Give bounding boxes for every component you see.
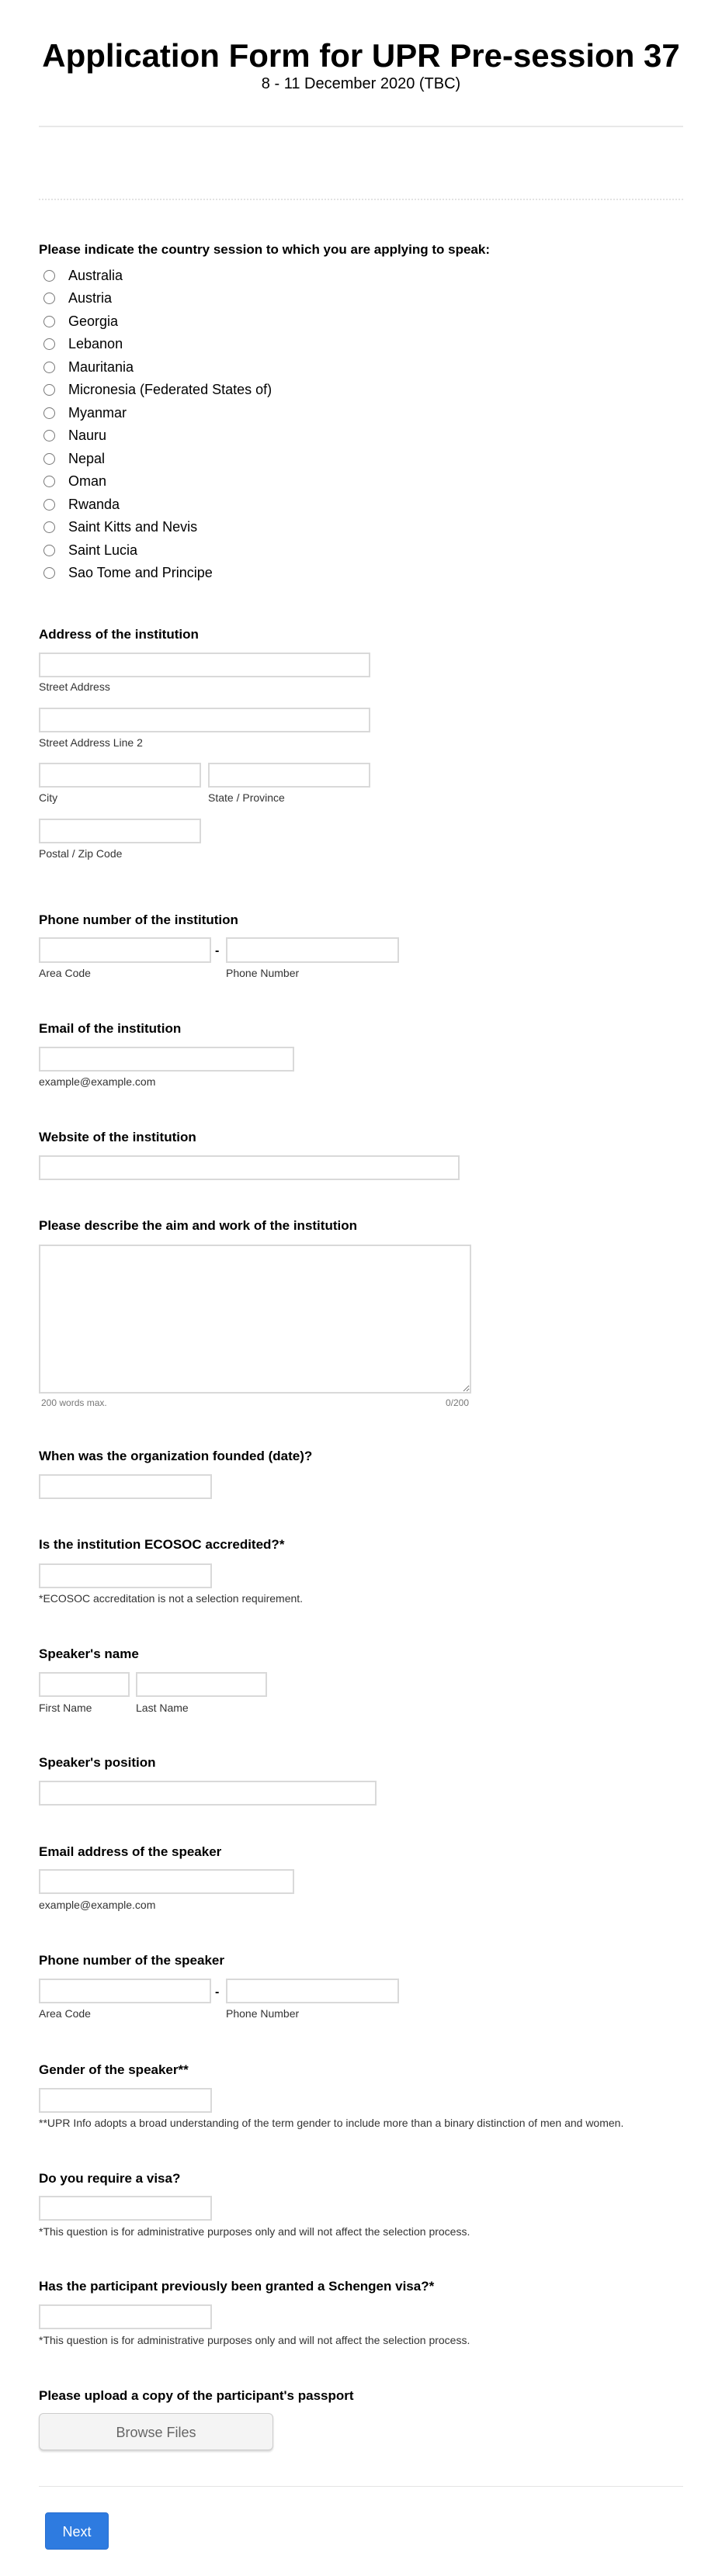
radio-label: Myanmar bbox=[68, 405, 127, 421]
browse-files-button[interactable]: Browse Files bbox=[39, 2413, 273, 2450]
city-label: City bbox=[39, 791, 58, 804]
radio-option-micronesia[interactable] bbox=[43, 380, 272, 399]
radio-button-icon[interactable] bbox=[43, 316, 55, 327]
institution-phone-number-label: Phone Number bbox=[226, 967, 300, 979]
passport-question: Please upload a copy of the participant's passport bbox=[39, 2388, 354, 2403]
radio-label: Georgia bbox=[68, 313, 119, 329]
radio-option-austria[interactable] bbox=[43, 289, 112, 307]
institution-area-code-label: Area Code bbox=[39, 967, 91, 979]
speaker-phone-question: Phone number of the speaker bbox=[39, 1953, 224, 1968]
radio-label: Saint Kitts and Nevis bbox=[68, 519, 198, 535]
form-title: Application Form for UPR Pre-session 37 bbox=[42, 37, 680, 74]
schengen-input[interactable] bbox=[39, 2304, 212, 2329]
footer-divider bbox=[39, 2486, 683, 2487]
last-name-label: Last Name bbox=[136, 1702, 189, 1714]
radio-button-icon[interactable] bbox=[43, 338, 55, 350]
speaker-first-name-input[interactable] bbox=[39, 1672, 130, 1697]
institution-email-hint: example@example.com bbox=[39, 1075, 156, 1088]
radio-label: Oman bbox=[68, 473, 107, 489]
speaker-area-code-input[interactable] bbox=[39, 1979, 211, 2003]
radio-option-nepal[interactable] bbox=[43, 449, 105, 468]
radio-option-georgia[interactable] bbox=[43, 312, 118, 331]
visa-question: Do you require a visa? bbox=[39, 2171, 181, 2186]
radio-button-icon[interactable] bbox=[43, 453, 55, 465]
speaker-area-code-label: Area Code bbox=[39, 2007, 91, 2020]
radio-option-sao-tome-and-principe[interactable] bbox=[43, 563, 213, 582]
founded-question: When was the organization founded (date)? bbox=[39, 1449, 313, 1463]
street-address-line2-label: Street Address Line 2 bbox=[39, 736, 143, 749]
street-address-line2-input[interactable] bbox=[39, 708, 370, 732]
radio-button-icon[interactable] bbox=[43, 362, 55, 373]
phone-separator: - bbox=[215, 944, 220, 957]
institution-phone-question: Phone number of the institution bbox=[39, 912, 238, 927]
postal-code-input[interactable] bbox=[39, 819, 201, 843]
radio-option-australia[interactable] bbox=[43, 266, 123, 285]
institution-area-code-input[interactable] bbox=[39, 937, 211, 963]
speaker-name-question: Speaker's name bbox=[39, 1646, 139, 1661]
gender-question: Gender of the speaker** bbox=[39, 2062, 189, 2077]
radio-option-mauritania[interactable] bbox=[43, 358, 134, 376]
section-divider bbox=[39, 199, 683, 200]
radio-button-icon[interactable] bbox=[43, 430, 55, 441]
speaker-email-question: Email address of the speaker bbox=[39, 1844, 222, 1859]
radio-button-icon[interactable] bbox=[43, 567, 55, 579]
radio-label: Austria bbox=[68, 290, 113, 306]
radio-label: Lebanon bbox=[68, 336, 123, 351]
gender-input[interactable] bbox=[39, 2088, 212, 2113]
radio-option-saint-lucia[interactable] bbox=[43, 541, 137, 559]
aim-textarea[interactable] bbox=[39, 1245, 471, 1394]
word-counter: 0/200 bbox=[445, 1397, 469, 1408]
city-input[interactable] bbox=[39, 763, 201, 788]
form-subtitle: 8 - 11 December 2020 (TBC) bbox=[261, 75, 461, 92]
radio-button-icon[interactable] bbox=[43, 521, 55, 533]
schengen-note: *This question is for administrative purposes only and will not affect the selection process. bbox=[39, 2334, 470, 2346]
speaker-position-question: Speaker's position bbox=[39, 1755, 156, 1770]
radio-label: Rwanda bbox=[68, 497, 120, 512]
radio-button-icon[interactable] bbox=[43, 270, 55, 282]
state-province-label: State / Province bbox=[208, 791, 285, 804]
header-divider bbox=[39, 126, 683, 127]
radio-option-myanmar[interactable] bbox=[43, 403, 127, 422]
visa-note: *This question is for administrative purposes only and will not affect the selection process. bbox=[39, 2225, 470, 2238]
ecosoc-input[interactable] bbox=[39, 1563, 212, 1588]
postal-code-label: Postal / Zip Code bbox=[39, 847, 123, 860]
website-question: Website of the institution bbox=[39, 1130, 196, 1144]
state-province-input[interactable] bbox=[208, 763, 370, 788]
street-address-label: Street Address bbox=[39, 680, 110, 693]
institution-email-question: Email of the institution bbox=[39, 1021, 182, 1036]
radio-option-oman[interactable] bbox=[43, 472, 106, 490]
radio-button-icon[interactable] bbox=[43, 407, 55, 419]
visa-input[interactable] bbox=[39, 2196, 212, 2221]
radio-button-icon[interactable] bbox=[43, 545, 55, 556]
radio-label: Australia bbox=[68, 268, 123, 283]
ecosoc-question: Is the institution ECOSOC accredited?* bbox=[39, 1537, 285, 1552]
founded-date-input[interactable] bbox=[39, 1474, 212, 1499]
street-address-input[interactable] bbox=[39, 653, 370, 677]
speaker-last-name-input[interactable] bbox=[136, 1672, 267, 1697]
radio-label: Nauru bbox=[68, 428, 107, 443]
radio-label: Micronesia (Federated States of) bbox=[68, 382, 272, 397]
gender-note: **UPR Info adopts a broad understanding of the term gender to include more than a binary distinction of men and women. bbox=[39, 2117, 624, 2129]
speaker-phone-number-label: Phone Number bbox=[226, 2007, 300, 2020]
radio-label: Sao Tome and Principe bbox=[68, 565, 213, 580]
radio-button-icon[interactable] bbox=[43, 476, 55, 487]
aim-question: Please describe the aim and work of the institution bbox=[39, 1218, 357, 1233]
radio-option-lebanon[interactable] bbox=[43, 334, 123, 353]
next-button[interactable]: Next bbox=[45, 2512, 109, 2550]
radio-button-icon[interactable] bbox=[43, 499, 55, 511]
radio-label: Saint Lucia bbox=[68, 542, 138, 558]
radio-button-icon[interactable] bbox=[43, 293, 55, 304]
speaker-position-input[interactable] bbox=[39, 1781, 377, 1806]
speaker-email-input[interactable] bbox=[39, 1869, 294, 1894]
institution-phone-number-input[interactable] bbox=[226, 937, 399, 963]
address-question: Address of the institution bbox=[39, 627, 199, 642]
country-session-question: Please indicate the country session to which you are applying to speak: bbox=[39, 242, 490, 257]
radio-option-rwanda[interactable] bbox=[43, 495, 120, 514]
website-input[interactable] bbox=[39, 1155, 460, 1180]
radio-label: Mauritania bbox=[68, 359, 134, 375]
word-limit-text: 200 words max. bbox=[41, 1397, 107, 1408]
schengen-question: Has the participant previously been granted a Schengen visa?* bbox=[39, 2279, 435, 2294]
radio-option-nauru[interactable] bbox=[43, 426, 106, 445]
speaker-phone-number-input[interactable] bbox=[226, 1979, 399, 2003]
first-name-label: First Name bbox=[39, 1702, 92, 1714]
speaker-email-hint: example@example.com bbox=[39, 1899, 156, 1911]
institution-email-input[interactable] bbox=[39, 1047, 294, 1072]
radio-button-icon[interactable] bbox=[43, 384, 55, 396]
radio-label: Nepal bbox=[68, 451, 106, 466]
phone-separator: - bbox=[215, 1986, 220, 1999]
ecosoc-note: *ECOSOC accreditation is not a selection requirement. bbox=[39, 1592, 304, 1605]
radio-option-saint-kitts-and-nevis[interactable] bbox=[43, 518, 197, 536]
